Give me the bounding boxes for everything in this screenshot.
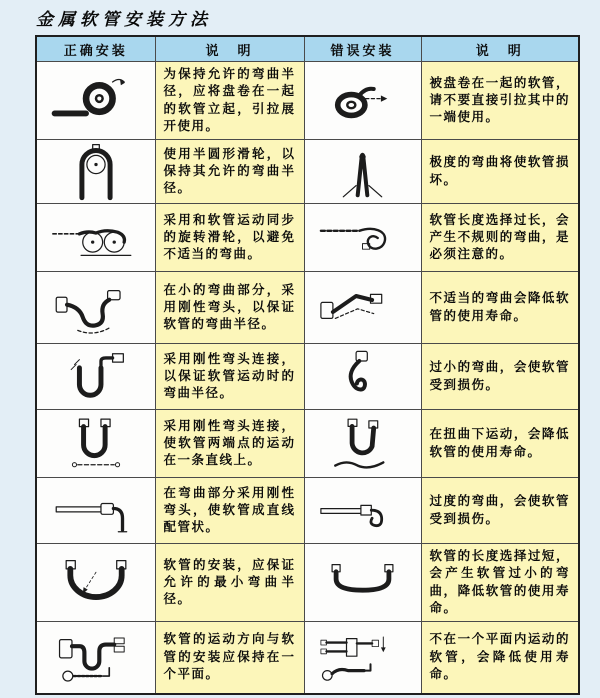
overbent-pipe-icon <box>310 483 415 539</box>
wrong-description: 软管的长度选择过短，会产生软管过小的弯曲，降低软管的使用寿命。 <box>421 544 579 622</box>
excess-length-loop-icon <box>310 210 415 266</box>
wrong-description: 不适当的弯曲会降低软管的使用寿命。 <box>421 272 579 344</box>
wrong-description: 软管长度选择过长，会产生不规则的弯曲，是必须注意的。 <box>421 204 579 272</box>
rigid-elbow-small-bend-icon <box>42 279 150 337</box>
wrong-install-cell <box>304 622 421 694</box>
hose-installation-table <box>35 35 580 695</box>
short-hose-icon <box>310 555 415 611</box>
extreme-kink-icon <box>310 144 415 200</box>
table-row <box>36 344 579 410</box>
rotating-pulleys-icon <box>42 209 150 267</box>
correct-description: 在小的弯曲部分，采用刚性弯头，以保证软管的弯曲半径。 <box>155 272 304 344</box>
same-plane-motion-icon <box>42 628 150 686</box>
header-row <box>36 36 579 62</box>
correct-description: 为保持允许的弯曲半径，应将盘卷在一起的软管立起，引拉展开使用。 <box>155 62 304 140</box>
correct-description: 采用和软管运动同步的旋转滑轮，以避免不适当的弯曲。 <box>155 204 304 272</box>
correct-description: 软管的安装，应保证允许的最小弯曲半径。 <box>155 544 304 622</box>
min-bend-radius-u-icon <box>42 554 150 612</box>
correct-install-cell <box>36 410 155 478</box>
correct-install-cell <box>36 478 155 544</box>
tight-hook-bend-icon <box>310 349 415 405</box>
wrong-install-cell <box>304 62 421 140</box>
correct-install-cell <box>36 344 155 410</box>
table-row <box>36 478 579 544</box>
rigid-elbow-u-icon <box>42 348 150 406</box>
table-row <box>36 272 579 344</box>
header-wrong-install: 错误安装 <box>304 36 421 62</box>
correct-install-cell <box>36 272 155 344</box>
correct-install-cell <box>36 204 155 272</box>
wrong-install-cell <box>304 204 421 272</box>
inline-motion-u-icon <box>42 415 150 473</box>
improper-bend-icon <box>310 280 415 336</box>
wrong-description: 过度的弯曲，会使软管受到损伤。 <box>421 478 579 544</box>
wrong-install-cell <box>304 344 421 410</box>
coiled-hose-pulled-icon <box>310 73 415 129</box>
header-correct-install: 正确安装 <box>36 36 155 62</box>
wrong-install-cell <box>304 544 421 622</box>
semicircular-pulley-icon <box>42 143 150 201</box>
page-title: 金属软管安装方法 <box>36 10 212 30</box>
table-row <box>36 544 579 622</box>
table-row <box>36 622 579 694</box>
correct-description: 在弯曲部分采用刚性弯头，使软管成直线配管状。 <box>155 478 304 544</box>
coiled-hose-upright-icon <box>42 72 150 130</box>
wrong-install-cell <box>304 272 421 344</box>
table-body <box>36 62 579 694</box>
wrong-description: 过小的弯曲，会使软管受到损伤。 <box>421 344 579 410</box>
wrong-install-cell <box>304 410 421 478</box>
wrong-description: 不在一个平面内运动的软管，会降低使用寿命。 <box>421 622 579 694</box>
wrong-install-cell <box>304 478 421 544</box>
wrong-install-cell <box>304 140 421 204</box>
correct-install-cell <box>36 622 155 694</box>
wrong-description: 在扭曲下运动，会降低软管的使用寿命。 <box>421 410 579 478</box>
wrong-description: 极度的弯曲将使软管损坏。 <box>421 140 579 204</box>
wrong-description: 被盘卷在一起的软管，请不要直接引拉其中的一端使用。 <box>421 62 579 140</box>
table-row <box>36 140 579 204</box>
correct-description: 采用刚性弯头连接，以保证软管运动时的弯曲半径。 <box>155 344 304 410</box>
header-description-right: 说 明 <box>421 36 579 62</box>
correct-install-cell <box>36 140 155 204</box>
correct-description: 软管的运动方向与软管的安装应保持在一个平面。 <box>155 622 304 694</box>
table-row <box>36 62 579 140</box>
twisted-u-icon <box>310 416 415 472</box>
correct-install-cell <box>36 544 155 622</box>
header-description-left: 说 明 <box>155 36 304 62</box>
correct-install-cell <box>36 62 155 140</box>
table-row <box>36 204 579 272</box>
correct-description: 使用半圆形滑轮，以保持其允许的弯曲半径。 <box>155 140 304 204</box>
out-of-plane-icon <box>310 629 415 685</box>
straight-pipe-elbow-icon <box>42 482 150 540</box>
table-row <box>36 410 579 478</box>
correct-description: 采用刚性弯头连接，使软管两端点的运动在一条直线上。 <box>155 410 304 478</box>
